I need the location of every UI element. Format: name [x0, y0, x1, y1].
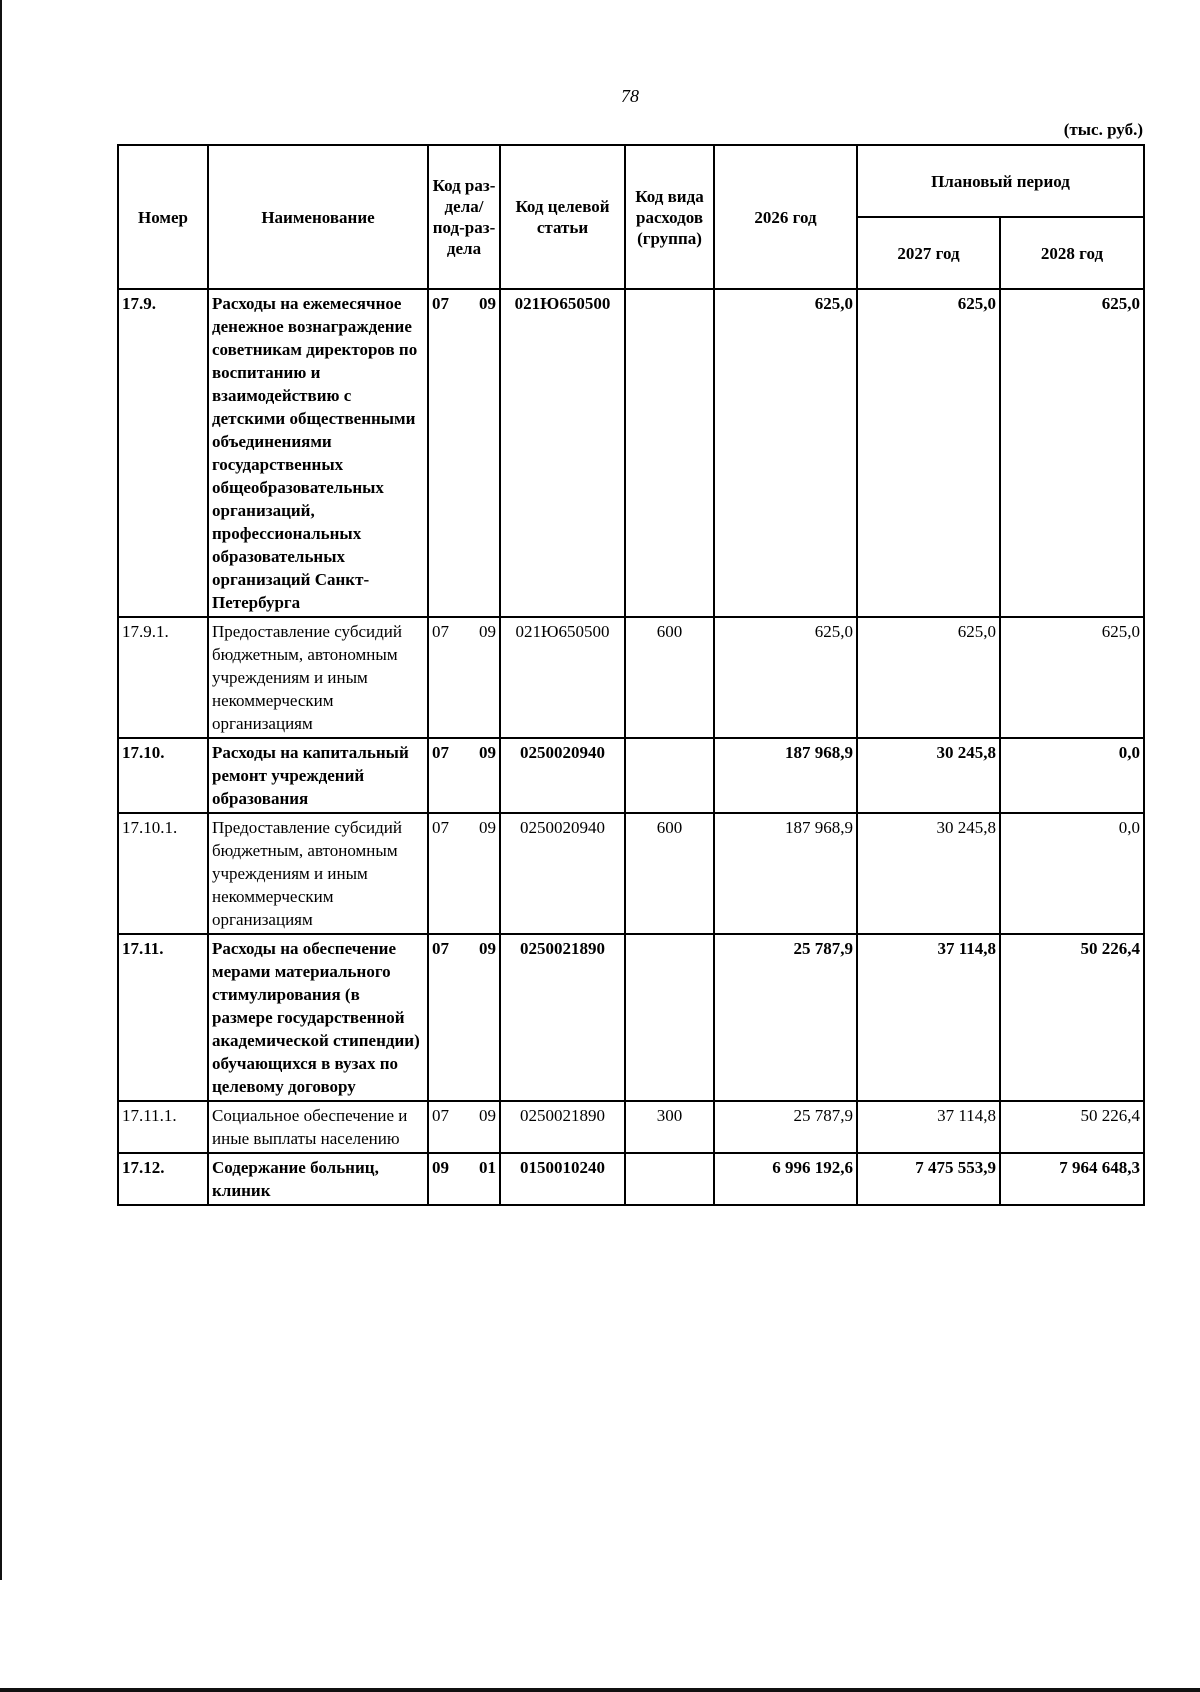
subsection-code: 09	[479, 939, 496, 958]
row-section-code	[428, 1153, 500, 1205]
page-number: 78	[621, 86, 639, 106]
row-amount-2027: 30 245,8	[857, 738, 1000, 813]
row-name: Предоставление субсидий бюджетным, автономным учреждениям и иным некоммерческим организациям	[208, 813, 428, 934]
row-name: Предоставление субсидий бюджетным, автономным учреждениям и иным некоммерческим организациям	[208, 617, 428, 738]
row-amount-2028: 50 226,4	[1000, 1101, 1144, 1153]
row-amount-2028: 625,0	[1000, 289, 1144, 617]
row-target-code: 021Ю650500	[500, 617, 625, 738]
header-section-code: Код раз-дела/ под-раз-дела	[428, 145, 500, 289]
row-target-code: 0250021890	[500, 1101, 625, 1153]
row-number: 17.10.1.	[118, 813, 208, 934]
section-code: 07	[432, 939, 449, 958]
subsection-code: 09	[479, 622, 496, 641]
section-code: 09	[432, 1158, 449, 1177]
row-expense-type	[625, 934, 714, 1101]
row-expense-type	[625, 289, 714, 617]
table-row	[118, 1101, 1144, 1153]
row-expense-type: 600	[625, 813, 714, 934]
row-amount-2026: 25 787,9	[714, 934, 857, 1101]
row-section-code	[428, 1101, 500, 1153]
row-amount-2027: 30 245,8	[857, 813, 1000, 934]
row-expense-type: 600	[625, 617, 714, 738]
row-number: 17.11.	[118, 934, 208, 1101]
section-code: 07	[432, 294, 449, 313]
table-header	[118, 145, 1144, 289]
row-amount-2026: 625,0	[714, 289, 857, 617]
table-row	[118, 813, 1144, 934]
header-number: Номер	[118, 145, 208, 289]
row-amount-2026: 625,0	[714, 617, 857, 738]
header-year-2027: 2027 год	[857, 217, 1000, 289]
budget-table	[117, 144, 1145, 1206]
header-year-2028: 2028 год	[1000, 217, 1144, 289]
row-amount-2028: 625,0	[1000, 617, 1144, 738]
table-body	[118, 289, 1144, 1205]
row-amount-2027: 7 475 553,9	[857, 1153, 1000, 1205]
row-number: 17.10.	[118, 738, 208, 813]
table-row	[118, 738, 1144, 813]
row-amount-2027: 37 114,8	[857, 934, 1000, 1101]
row-name: Расходы на ежемесячное денежное вознаграждение советникам директоров по воспитанию и взаимодействию с детскими общественными объединениями государственных общеобразовательных организаций, профессиональных образовательных организаций Санкт-Петербурга	[208, 289, 428, 617]
row-target-code: 0150010240	[500, 1153, 625, 1205]
units-label: (тыс. руб.)	[1063, 120, 1143, 139]
row-target-code: 0250020940	[500, 738, 625, 813]
row-target-code: 021Ю650500	[500, 289, 625, 617]
row-expense-type: 300	[625, 1101, 714, 1153]
header-year-2026: 2026 год	[714, 145, 857, 289]
header-expense-type: Код вида расходов (группа)	[625, 145, 714, 289]
row-name: Содержание больниц, клиник	[208, 1153, 428, 1205]
table-row	[118, 934, 1144, 1101]
row-amount-2028: 0,0	[1000, 813, 1144, 934]
row-section-code	[428, 813, 500, 934]
section-code: 07	[432, 1106, 449, 1125]
row-section-code	[428, 934, 500, 1101]
row-section-code	[428, 617, 500, 738]
row-amount-2026: 187 968,9	[714, 813, 857, 934]
row-expense-type	[625, 1153, 714, 1205]
row-number: 17.12.	[118, 1153, 208, 1205]
row-number: 17.11.1.	[118, 1101, 208, 1153]
row-amount-2026: 187 968,9	[714, 738, 857, 813]
scan-bottom-edge	[0, 1688, 1200, 1692]
row-name: Расходы на капитальный ремонт учреждений образования	[208, 738, 428, 813]
header-planned-period: Плановый период	[857, 145, 1144, 217]
table-row	[118, 617, 1144, 738]
table-row	[118, 289, 1144, 617]
row-amount-2028: 0,0	[1000, 738, 1144, 813]
row-section-code	[428, 738, 500, 813]
row-amount-2027: 625,0	[857, 289, 1000, 617]
scan-left-edge	[0, 0, 2, 1580]
row-amount-2028: 7 964 648,3	[1000, 1153, 1144, 1205]
header-target-code: Код целевой статьи	[500, 145, 625, 289]
header-name: Наименование	[208, 145, 428, 289]
row-name: Социальное обеспечение и иные выплаты населению	[208, 1101, 428, 1153]
row-amount-2026: 6 996 192,6	[714, 1153, 857, 1205]
section-code: 07	[432, 743, 449, 762]
row-target-code: 0250020940	[500, 813, 625, 934]
row-amount-2026: 25 787,9	[714, 1101, 857, 1153]
subsection-code: 01	[479, 1158, 496, 1177]
table-row	[118, 1153, 1144, 1205]
section-code: 07	[432, 622, 449, 641]
row-section-code	[428, 289, 500, 617]
row-number: 17.9.	[118, 289, 208, 617]
subsection-code: 09	[479, 1106, 496, 1125]
row-amount-2027: 37 114,8	[857, 1101, 1000, 1153]
row-target-code: 0250021890	[500, 934, 625, 1101]
subsection-code: 09	[479, 818, 496, 837]
row-number: 17.9.1.	[118, 617, 208, 738]
row-amount-2028: 50 226,4	[1000, 934, 1144, 1101]
subsection-code: 09	[479, 294, 496, 313]
row-name: Расходы на обеспечение мерами материального стимулирования (в размере государственной академической стипендии) обучающихся в вузах по целевому договору	[208, 934, 428, 1101]
row-expense-type	[625, 738, 714, 813]
subsection-code: 09	[479, 743, 496, 762]
section-code: 07	[432, 818, 449, 837]
row-amount-2027: 625,0	[857, 617, 1000, 738]
